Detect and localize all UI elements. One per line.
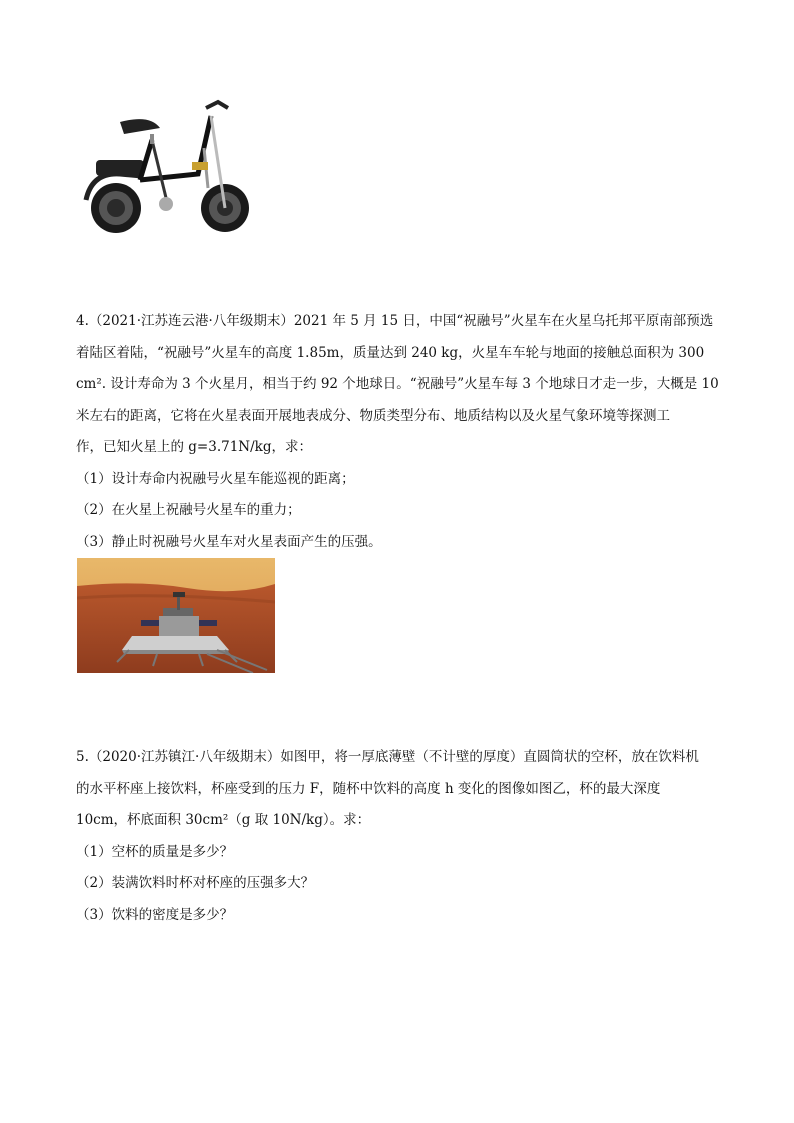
- question-4-line: 4.（2021·江苏连云港·八年级期末）2021 年 5 月 15 日，中国“祝融号”火星车在火星乌托邦平原南部预选: [76, 313, 714, 329]
- question-4-line: 着陆区着陆，“祝融号”火星车的高度 1.85m，质量达到 240 kg，火星车车轮与地面的接触总面积为 300: [76, 344, 705, 361]
- question-4-subpart: （3）静止时祝融号火星车对火星表面产生的压强。: [76, 533, 382, 550]
- question-5-line: 5.（2020·江苏镇江·八年级期末）如图甲，将一厚底薄壁（不计壁的厚度）直圆筒状的空杯，放在饮料机: [76, 749, 699, 765]
- question-4-line: 米左右的距离，它将在火星表面开展地表成分、物质类型分布、地质结构以及火星气象环境等探测工: [76, 407, 670, 424]
- question-4-line: 作，已知火星上的 g=3.71N/kg，求：: [76, 439, 312, 455]
- question-5-line: 10cm，杯底面积 30cm²（g 取 10N/kg）。求：: [76, 812, 371, 828]
- question-5: [76, 742, 726, 931]
- electric-bicycle-image: [80, 88, 255, 238]
- question-5-line: 的水平杯座上接饮料，杯座受到的压力 F，随杯中饮料的高度 h 变化的图像如图乙，杯的最大深度: [76, 780, 661, 797]
- question-4-subpart: （1）设计寿命内祝融号火星车能巡视的距离；: [76, 470, 355, 487]
- question-4: [76, 306, 726, 558]
- question-4-line: cm². 设计寿命为 3 个火星月，相当于约 92 个地球日。“祝融号”火星车每 3 个地球日才走一步，大概是 10: [76, 376, 719, 392]
- question-5-subpart: （1）空杯的质量是多少？: [76, 843, 234, 860]
- question-4-subpart: （2）在火星上祝融号火星车的重力；: [76, 502, 301, 518]
- question-5-subpart: （2）装满饮料时杯对杯座的压强多大？: [76, 875, 315, 891]
- mars-rover-image: [77, 558, 275, 673]
- question-5-subpart: （3）饮料的密度是多少？: [76, 906, 234, 923]
